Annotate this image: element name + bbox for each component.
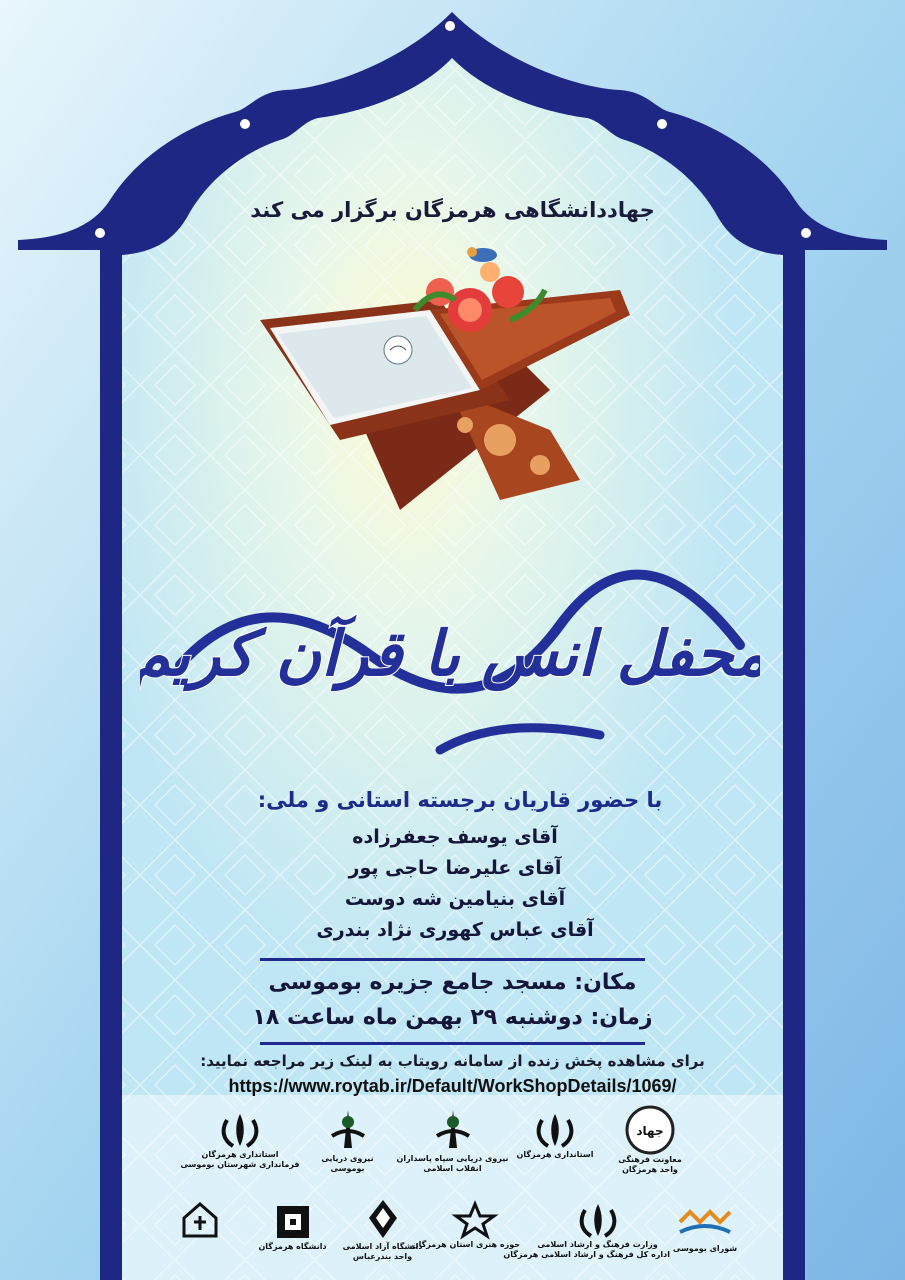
svg-text:جهاد: جهاد xyxy=(636,1124,664,1138)
reciter-item: آقای بنیامین شه دوست xyxy=(344,888,566,910)
iran-emblem-icon xyxy=(575,1200,621,1240)
logo-ershad xyxy=(503,1200,670,1260)
art-center-logo-icon xyxy=(450,1200,500,1240)
quran-rehal-illustration xyxy=(250,240,660,530)
divider-top xyxy=(260,958,645,961)
logo-caption: استانداری هرمزگان فرمانداری شهرستان بوموسی xyxy=(180,1150,300,1169)
jahad-logo-icon xyxy=(625,1105,675,1155)
divider-bottom xyxy=(260,1042,645,1045)
logo-caption: حوزه هنری استان هرمزگان xyxy=(411,1240,520,1249)
title-calligraphy xyxy=(140,535,760,779)
azad-university-logo-icon xyxy=(363,1198,403,1242)
reciters-list xyxy=(200,822,710,946)
logo-art-center xyxy=(411,1200,520,1250)
event-place: مکان: مسجد جامع جزیره بوموسی xyxy=(268,970,637,995)
logo-irgc-navy xyxy=(395,1108,510,1174)
logo-caption: استانداری هرمزگان xyxy=(516,1150,594,1159)
logo-farmandari xyxy=(180,1110,300,1170)
organizer-line: جهاددانشگاهی هرمزگان برگزار می کند xyxy=(250,198,655,222)
logo-hormozgan-university xyxy=(255,1202,330,1252)
logo-azad-university xyxy=(340,1198,425,1262)
logo-jahad xyxy=(605,1105,695,1175)
event-title: محفل انس با قرآن کریم xyxy=(140,617,760,690)
iran-emblem-icon xyxy=(217,1110,263,1150)
irgc-emblem-icon xyxy=(328,1108,368,1154)
council-logo-icon xyxy=(675,1200,735,1244)
logo-caption: شورای بوموسی xyxy=(672,1244,738,1253)
logo-medical-university xyxy=(160,1198,240,1242)
logo-ostandari xyxy=(510,1110,600,1160)
iran-emblem-icon xyxy=(532,1110,578,1150)
logo-caption: معاونت فرهنگی واحد هرمزگان xyxy=(618,1155,682,1174)
hormozgan-university-logo-icon xyxy=(273,1202,313,1242)
reciters-intro: با حضور قاریان برجسته استانی و ملی: xyxy=(257,788,663,812)
reciter-item: آقای علیرضا حاجی پور xyxy=(348,857,562,879)
logo-caption: نیروی دریایی بوموسی xyxy=(321,1154,374,1173)
medical-university-logo-icon xyxy=(178,1198,222,1242)
logo-caption: دانشگاه هرمزگان xyxy=(258,1242,327,1251)
logo-caption: نیروی دریایی سپاه پاسداران انقلاب اسلامی xyxy=(396,1154,509,1173)
reciter-item: آقای یوسف جعفرزاده xyxy=(352,826,558,848)
irgc-navy-emblem-icon xyxy=(433,1108,473,1154)
logo-caption: وزارت فرهنگ و ارشاد اسلامی اداره کل فرهنگ و ارشاد اسلامی هرمزگان xyxy=(503,1240,670,1259)
live-stream-note: برای مشاهده پخش زنده از سامانه رویتاب به لینک زیر مراجعه نمایید: xyxy=(200,1052,705,1070)
stream-link[interactable]: https://www.roytab.ir/Default/WorkShopDetails/1069/ xyxy=(228,1076,677,1096)
event-time: زمان: دوشنبه ۲۹ بهمن ماه ساعت ۱۸ xyxy=(252,1005,653,1030)
logo-navy-bumusa xyxy=(310,1108,385,1174)
logo-caption: دانشگاه آزاد اسلامی واحد بندرعباس xyxy=(342,1242,423,1261)
logo-council xyxy=(665,1200,745,1254)
reciter-item: آقای عباس کهوری نژاد بندری xyxy=(316,919,594,941)
